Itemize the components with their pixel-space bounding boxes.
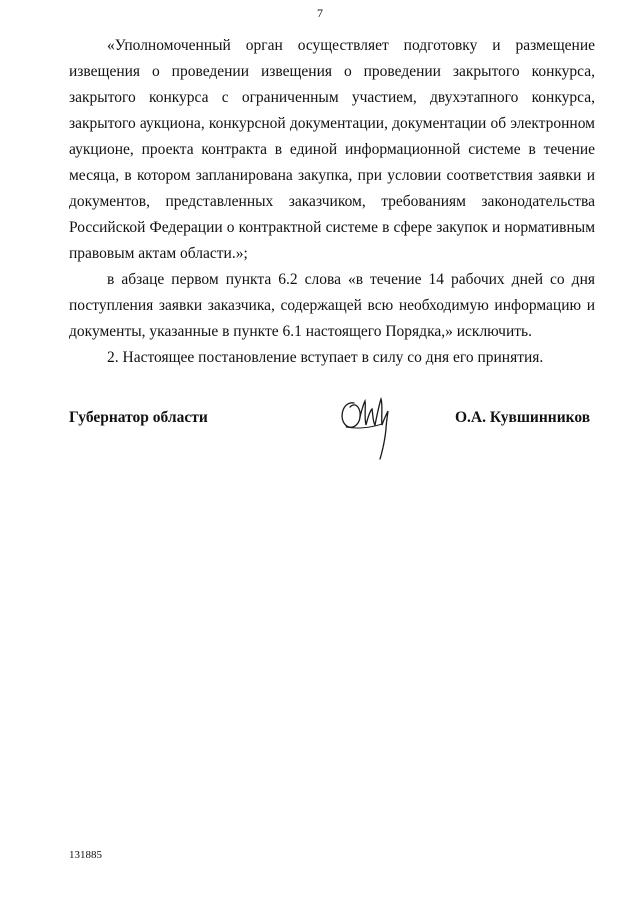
page-number: 7: [317, 6, 323, 20]
signatory-name: О.А. Кувшинников: [455, 409, 591, 426]
handwritten-signature: [336, 391, 398, 461]
document-body: [69, 33, 595, 371]
paragraph-point-6-2-amendment: в абзаце первом пункта 6.2 слова «в течение 14 рабочих дней со дня поступления заявки заказчика, содержащей всю необходимую информацию и документы, указанные в пункте 6.1 настоящего Порядка,» исключить.: [69, 271, 595, 340]
paragraph-procurement-notice: «Уполномоченный орган осуществляет подготовку и размещение извещения о проведении извещения о проведении закрытого конкурса, закрытого конкурса с ограниченным участием, двухэтапного конкурса, закрытого аукциона, конкурсной документации, документации об электронном аукционе, проекта контракта в единой информационной системе в течение месяца, в котором запланирована закупка, при условии соответствия заявки и документов, представленных заказчиком, требованиям законодательства Российской Федерации о контрактной системе в сфере закупок и нормативным правовым актам области.»;: [69, 37, 595, 262]
signatory-title: Губернатор области: [69, 409, 208, 426]
paragraph-effective-date: 2. Настоящее постановление вступает в силу со дня его принятия.: [107, 349, 544, 366]
document-code: 131885: [69, 849, 102, 861]
